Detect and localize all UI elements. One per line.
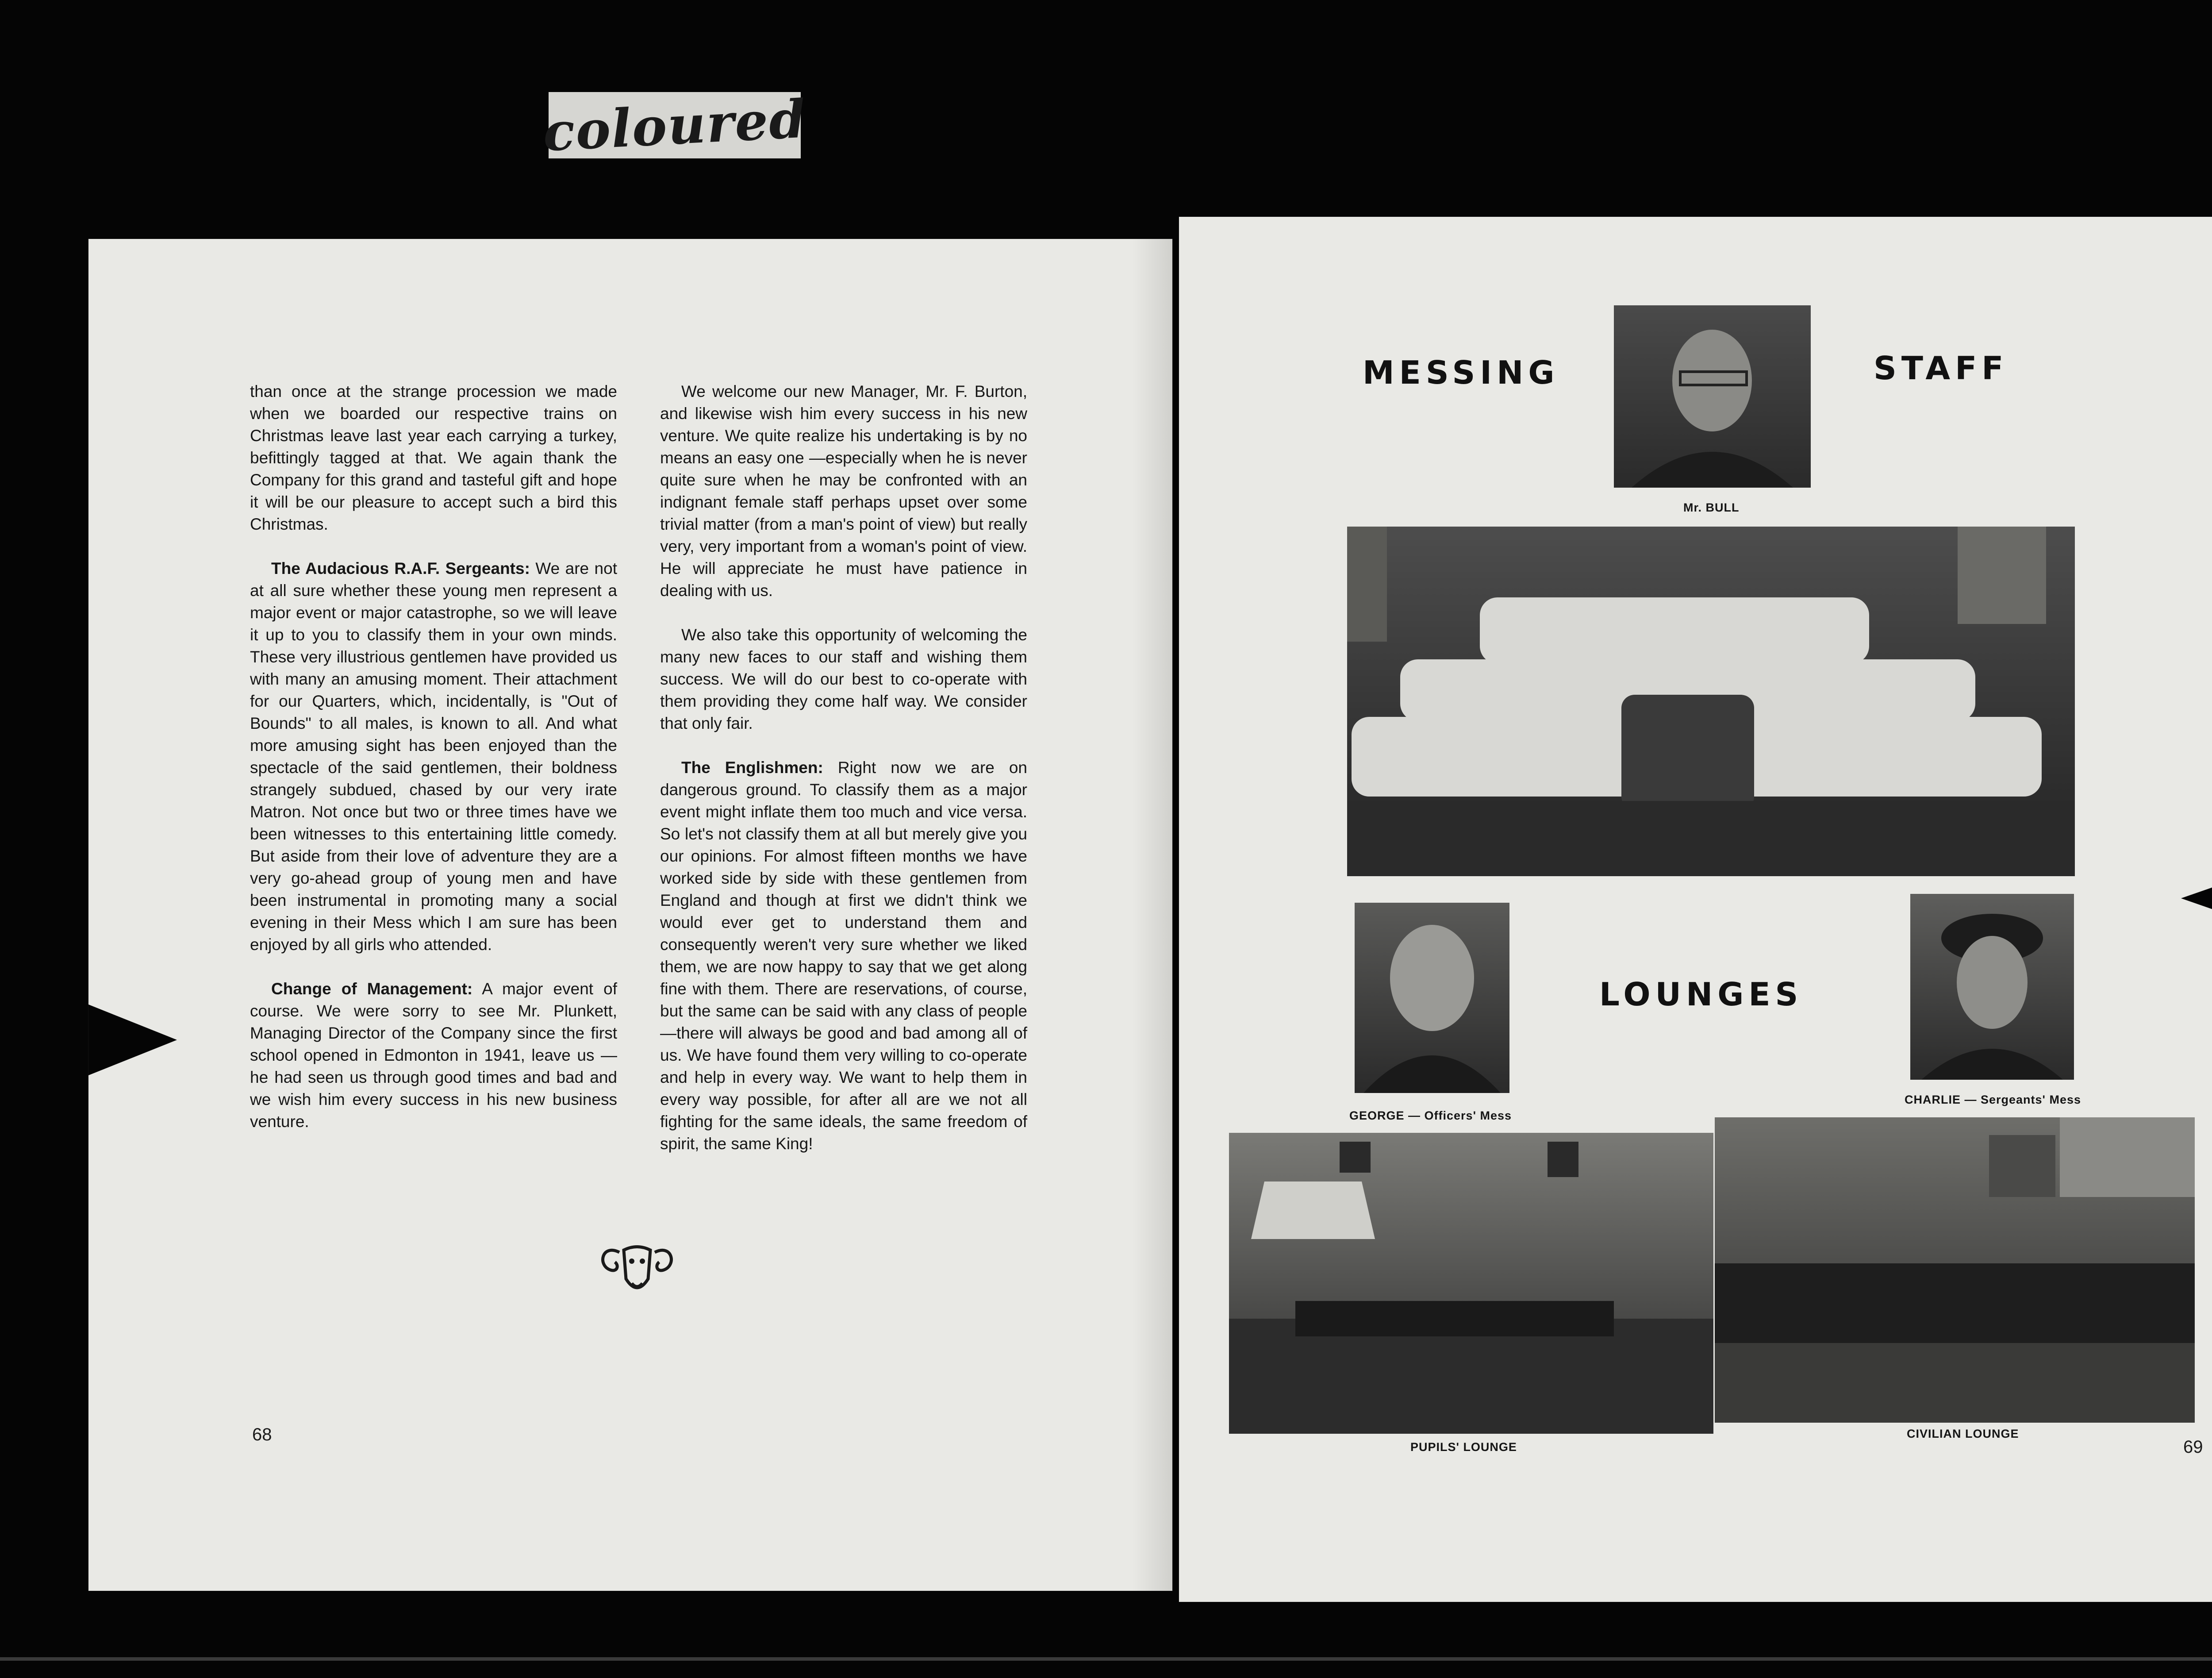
left-column-1 xyxy=(250,381,617,1155)
civilian-lounge-scene-icon xyxy=(1715,1117,2195,1423)
portrait-george-figure-icon xyxy=(1355,903,1509,1093)
caption-mr-bull: Mr. BULL xyxy=(1683,501,1740,514)
coloured-label xyxy=(541,88,808,163)
portrait-charlie-figure-icon xyxy=(1910,894,2074,1080)
heading-lounges: LOUNGES xyxy=(1599,976,1803,1013)
page-number-right: 69 xyxy=(2183,1437,2203,1457)
caption-charlie: CHARLIE — Sergeants' Mess xyxy=(1905,1093,2081,1106)
pupils-lounge-scene-icon xyxy=(1229,1133,1713,1434)
heading-englishmen: The Englishmen: xyxy=(681,758,823,777)
heading-raf-sergeants: The Audacious R.A.F. Sergeants: xyxy=(271,559,530,577)
ram-head-ornament-icon xyxy=(593,1230,681,1301)
text-change-management: A major event of course. We were sorry to see Mr. Plunkett, Managing Director of the Company since the first school opened in Edmonton in 1941, leave us — he had seen us through good times and bad and we wish him every success in his new business venture. xyxy=(250,980,617,1131)
civilian-lounge-photo xyxy=(1715,1117,2195,1423)
text-raf-sergeants: We are not at all sure whether these young men represent a major event or major catastrophe, so we will leave it up to you to classify them in your own minds. These very illustrious gentlemen have provided us with many an amusing moment. Their attachment for our Quarters, which, incidentally, is "Out of Bounds" to all males, is known to all. And what more amusing sight has been enjoyed than the spectacle of the said gentlemen, their boldness strangely subdued, chased by our very irate Matron. Not once but two or three times have we been witnesses to this entertaining little comedy. But aside from their love of adventure they are a very go-ahead group of young men and have been instrumental in promoting many a social evening in their Mess which I am sure has been enjoyed by all girls who attended. xyxy=(250,559,617,954)
caption-george: GEORGE — Officers' Mess xyxy=(1349,1109,1512,1122)
text-englishmen: Right now we are on dangerous ground. To classify them as a major event might inflate them too much and vice versa. So let's not classify them at all but merely give you our opinions. For almost fifteen months we have worked side by side with these gentlemen from England and though at first we didn't think we would ever get to understand them and consequently weren't very sure whether we liked them, we are now happy to say that we get along fine with them. There are reservations, of course, but the same can be said with any class of people—there will always be good and bad among all of us. We have found them very willing to co-operate and help in every way. We want to help them in every way possible, for after all are we not all fighting for the same ideals, the same freedom of spirit, the same King! xyxy=(660,758,1028,1153)
paragraph-englishmen xyxy=(660,757,1027,1155)
messing-staff-group-photo xyxy=(1347,527,2075,876)
bottom-edge-bar xyxy=(0,1657,2212,1661)
page-number-left: 68 xyxy=(252,1425,272,1444)
pupils-lounge-photo xyxy=(1229,1133,1713,1434)
heading-staff: STAFF xyxy=(1874,350,2008,387)
group-photo-figures-icon xyxy=(1347,527,2075,876)
paragraph-turkey: than once at the strange procession we made when we boarded our respective trains on Christmas leave last year each carrying a turkey, befittingly tagged at that. We again thank the Company for this grand and tasteful gift and hope it will be our pleasure to accept such a bird this Christmas. xyxy=(250,382,617,533)
portrait-george xyxy=(1355,903,1509,1093)
left-column-2 xyxy=(660,381,1027,1177)
left-pointer-tab-icon xyxy=(88,1004,177,1075)
heading-messing: MESSING xyxy=(1363,354,1559,391)
heading-change-management: Change of Management: xyxy=(271,980,473,998)
coloured-label-text: coloured xyxy=(541,88,808,163)
page-gutter xyxy=(1133,239,1177,1591)
portrait-mr-bull xyxy=(1614,305,1811,488)
paragraph-raf-sergeants xyxy=(250,558,617,956)
caption-civilian-lounge: CIVILIAN LOUNGE xyxy=(1907,1427,2019,1440)
portrait-charlie xyxy=(1910,894,2074,1080)
paragraph-new-manager: We welcome our new Manager, Mr. F. Burton, and likewise wish him every success in his new venture. We quite realize his undertaking is by no means an easy one —especially when he is never quite sure when he may be confronted with an indignant female staff perhaps upset over some trivial matter (from a man's point of view) but really very, very important from a woman's point of view. He will appreciate he must have patience in dealing with us. xyxy=(660,382,1027,600)
paragraph-change-management xyxy=(250,978,617,1133)
caption-pupils-lounge: PUPILS' LOUNGE xyxy=(1410,1440,1517,1454)
paragraph-new-faces: We also take this opportunity of welcoming the many new faces to our staff and wishing them success. We will do our best to co-operate with them providing they come half way. We consider that only fair. xyxy=(660,626,1027,732)
portrait-mr-bull-figure-icon xyxy=(1614,305,1811,488)
right-pointer-tab-icon xyxy=(2181,863,2212,934)
